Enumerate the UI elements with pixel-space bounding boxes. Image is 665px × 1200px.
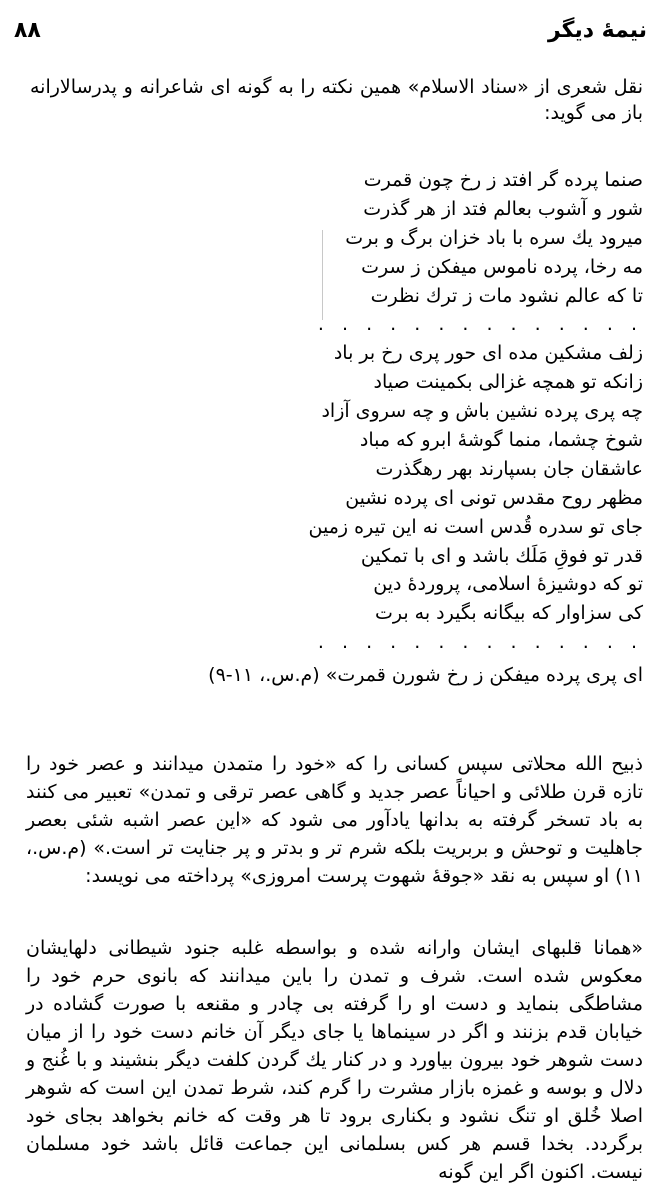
poem-verse: تا که عالم نشود مات ز ترك نظرت	[370, 284, 643, 307]
poem-verse: مه رخا، پرده ناموس میفکن ز سرت	[361, 255, 643, 278]
poem-verse: میرود یك سره با باد خزان برگ و برت	[345, 226, 643, 249]
poem-verse: زانکه تو همچه غزالی بکمینت صیاد	[373, 371, 643, 394]
poem-verse: تو که دوشیزهٔ اسلامی، پروردهٔ دین	[373, 573, 643, 596]
poem-verse: شوخ چشما، منما گوشهٔ ابرو که مباد	[359, 429, 643, 452]
page-number: ۸۸	[14, 18, 41, 43]
poem	[43, 166, 643, 689]
intro-paragraph: نقل شعری از «سناد الاسلام» همین نکته را به گونه ای شاعرانه و پدرسالارانه باز می گوید:	[30, 76, 643, 124]
ellipsis-separator: . . . . . . . . . . . . . .	[317, 631, 643, 654]
quoted-paragraph: «همانا قلبهای ایشان وارانه شده و بواسطه غلبه جنود شیطانی دلهایشان معکوس شده است. شرف و تمدن را باین میدانند که بانوی حرم خود را مشاطگی بنماید و دست او را گرفته بی چادر و مقنعه با صورت گشاده در خیابان قدم بزنند و اگر در سینماها یا جای دیگر آن خانم دست خود را از میان دست شوهر خود بیرون بیاورد و در کنار یك گردن کلفت دیگر بنشیند و با غُنج و دلال و بوسه و غمزه بازار مشرت را گرم کند، شرط تمدن این است که شوهر اصلا خُلق او تنگ نشود و بکناری برود تا هر وقت که خانم بخواهد بجای خود برگردد. بخدا قسم هر کس بسلمانی این جماعت قائل باشد خود مسلمان نیست. اکنون اگر این گونه	[26, 937, 643, 1183]
poem-verse: عاشقان جان بسپارند بهر رهگذرت	[375, 457, 643, 480]
poem-verse: صنما پرده گر افتد ز رخ چون قمرت	[363, 169, 643, 191]
body-paragraph: ذبیح الله محلاتی سپس کسانی را که «خود را متمدن میدانند و عصر خود را تازه قرن طلائی و احیاناً عصر جدید و گاهی عصر ترقی و تمدن» تعبیر می کنند به باد تسخر گرفته به بدانها یادآور می شود که «این عصر اشبه شئی بعصر جاهلیت و توحش و بربریت بلکه شرم تر و بدتر و پر جنایت تر است.» (م.س.، ۱۱) او سپس به نقد «جوقهٔ شهوت پرست امروزی» پرداخته می نویسد:	[26, 753, 643, 887]
poem-verse: قدر تو فوقِ مَلَك باشد و ای با تمکین	[360, 544, 643, 567]
poem-verse: شور و آشوب بعالم فتد از هر گذرت	[363, 197, 643, 220]
ellipsis-separator: . . . . . . . . . . . . . .	[317, 313, 643, 336]
poem-citation: ای پری پرده میفکن ز رخ شورن قمرت» (م.س.، ۱۱-۹)	[208, 664, 643, 687]
poem-verse: مظهر روح مقدس تونی ای پرده نشین	[345, 486, 643, 509]
page-header	[14, 14, 647, 50]
poem-verse: کی سزاوار که بیگانه بگیرد به برت	[374, 602, 643, 625]
poem-verse: جای تو سدره قُدس است نه این تیره زمین	[308, 515, 643, 538]
poem-verse: چه پری پرده نشین باش و چه سروی آزاد	[321, 400, 643, 423]
poem-verse: زلف مشکین مده ای حور پری رخ بر باد	[333, 342, 643, 365]
running-title: نیمهٔ دیگر	[547, 18, 647, 43]
